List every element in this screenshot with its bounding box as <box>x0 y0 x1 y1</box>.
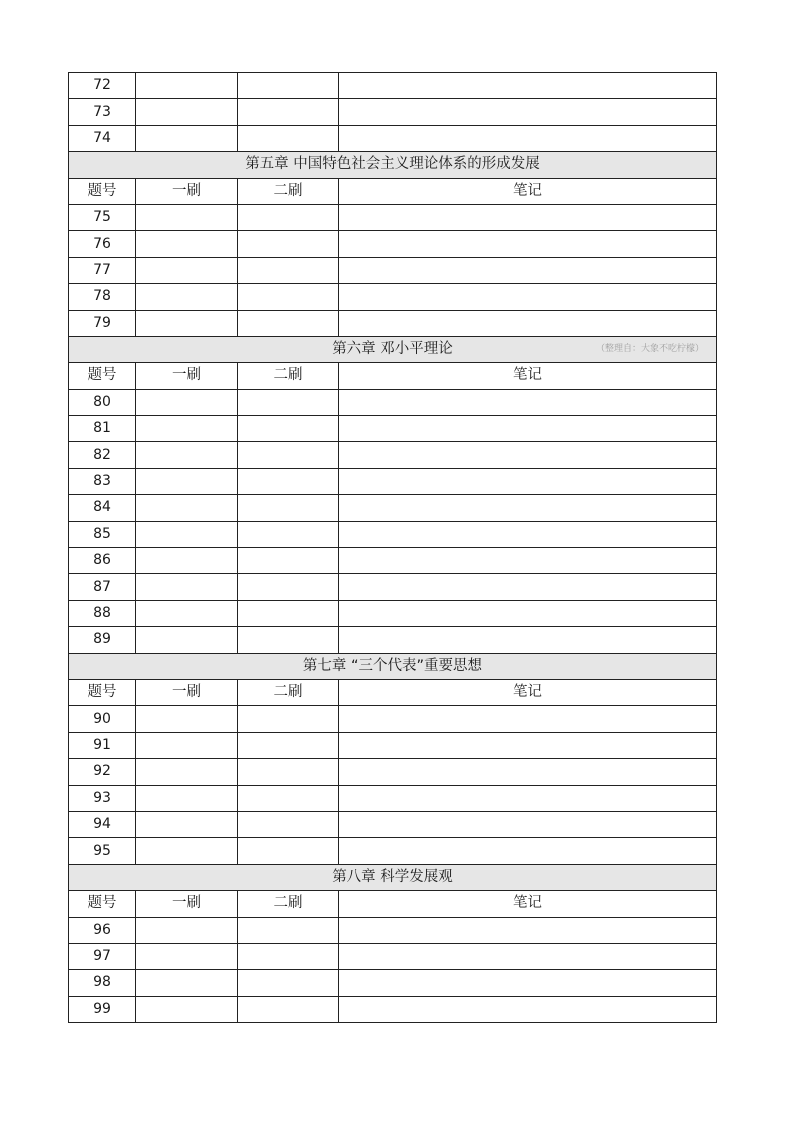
question-number-cell: 91 <box>69 732 136 758</box>
table-row <box>69 231 717 257</box>
table-row <box>69 521 717 547</box>
chapter-title <box>69 152 717 178</box>
question-number-cell: 79 <box>69 310 136 336</box>
header-notes: 笔记 <box>339 363 717 389</box>
second-pass-cell <box>238 284 339 310</box>
question-number-cell: 95 <box>69 838 136 864</box>
second-pass-cell <box>238 442 339 468</box>
question-number-cell: 85 <box>69 521 136 547</box>
table-row <box>69 284 717 310</box>
second-pass-cell <box>238 574 339 600</box>
notes-cell <box>339 627 717 653</box>
table-row <box>69 442 717 468</box>
question-number-cell: 89 <box>69 627 136 653</box>
first-pass-cell <box>136 99 238 125</box>
column-header-row <box>69 891 717 917</box>
second-pass-cell <box>238 811 339 837</box>
second-pass-cell <box>238 389 339 415</box>
question-number-cell: 72 <box>69 73 136 99</box>
notes-cell <box>339 548 717 574</box>
table-row <box>69 495 717 521</box>
question-number-cell: 74 <box>69 125 136 151</box>
first-pass-cell <box>136 970 238 996</box>
second-pass-cell <box>238 73 339 99</box>
header-second-pass: 二刷 <box>238 363 339 389</box>
table-row <box>69 600 717 626</box>
first-pass-cell <box>136 548 238 574</box>
notes-cell <box>339 706 717 732</box>
chapter-title <box>69 864 717 890</box>
first-pass-cell <box>136 204 238 230</box>
question-number-cell: 82 <box>69 442 136 468</box>
first-pass-cell <box>136 838 238 864</box>
first-pass-cell <box>136 943 238 969</box>
second-pass-cell <box>238 996 339 1022</box>
question-number-cell: 80 <box>69 389 136 415</box>
notes-cell <box>339 310 717 336</box>
second-pass-cell <box>238 600 339 626</box>
first-pass-cell <box>136 574 238 600</box>
header-question-number: 题号 <box>69 891 136 917</box>
table-row <box>69 548 717 574</box>
chapter-title-text: 第七章 “三个代表”重要思想 <box>302 657 483 674</box>
notes-cell <box>339 284 717 310</box>
chapter-title-text: 第八章 科学发展观 <box>332 868 453 885</box>
notes-cell <box>339 204 717 230</box>
first-pass-cell <box>136 732 238 758</box>
table-row <box>69 917 717 943</box>
question-number-cell: 78 <box>69 284 136 310</box>
header-notes: 笔记 <box>339 679 717 705</box>
question-number-cell: 94 <box>69 811 136 837</box>
second-pass-cell <box>238 231 339 257</box>
chapter-title <box>69 336 717 362</box>
table-row <box>69 785 717 811</box>
first-pass-cell <box>136 389 238 415</box>
notes-cell <box>339 468 717 494</box>
first-pass-cell <box>136 231 238 257</box>
header-notes: 笔记 <box>339 891 717 917</box>
question-number-cell: 75 <box>69 204 136 230</box>
question-number-cell: 97 <box>69 943 136 969</box>
notes-cell <box>339 442 717 468</box>
question-number-cell: 73 <box>69 99 136 125</box>
question-number-cell: 88 <box>69 600 136 626</box>
tracker-table-body <box>69 73 717 1023</box>
notes-cell <box>339 943 717 969</box>
first-pass-cell <box>136 73 238 99</box>
first-pass-cell <box>136 442 238 468</box>
first-pass-cell <box>136 284 238 310</box>
notes-cell <box>339 785 717 811</box>
source-watermark: （整理自：大象不吃柠檬） <box>595 343 704 354</box>
second-pass-cell <box>238 548 339 574</box>
question-number-cell: 90 <box>69 706 136 732</box>
first-pass-cell <box>136 917 238 943</box>
notes-cell <box>339 125 717 151</box>
table-row <box>69 759 717 785</box>
question-number-cell: 87 <box>69 574 136 600</box>
chapter-title-text: 第六章 邓小平理论 <box>332 341 453 358</box>
second-pass-cell <box>238 416 339 442</box>
second-pass-cell <box>238 521 339 547</box>
notes-cell <box>339 257 717 283</box>
table-row <box>69 996 717 1022</box>
header-first-pass: 一刷 <box>136 363 238 389</box>
second-pass-cell <box>238 970 339 996</box>
question-number-cell: 93 <box>69 785 136 811</box>
question-number-cell: 76 <box>69 231 136 257</box>
first-pass-cell <box>136 996 238 1022</box>
notes-cell <box>339 99 717 125</box>
header-notes: 笔记 <box>339 178 717 204</box>
question-number-cell: 77 <box>69 257 136 283</box>
second-pass-cell <box>238 706 339 732</box>
notes-cell <box>339 574 717 600</box>
second-pass-cell <box>238 917 339 943</box>
notes-cell <box>339 759 717 785</box>
second-pass-cell <box>238 99 339 125</box>
notes-cell <box>339 917 717 943</box>
second-pass-cell <box>238 468 339 494</box>
first-pass-cell <box>136 416 238 442</box>
table-row <box>69 943 717 969</box>
first-pass-cell <box>136 706 238 732</box>
table-row <box>69 257 717 283</box>
second-pass-cell <box>238 785 339 811</box>
second-pass-cell <box>238 125 339 151</box>
first-pass-cell <box>136 257 238 283</box>
question-number-cell: 86 <box>69 548 136 574</box>
first-pass-cell <box>136 468 238 494</box>
notes-cell <box>339 811 717 837</box>
first-pass-cell <box>136 759 238 785</box>
second-pass-cell <box>238 204 339 230</box>
header-second-pass: 二刷 <box>238 178 339 204</box>
header-second-pass: 二刷 <box>238 891 339 917</box>
first-pass-cell <box>136 125 238 151</box>
first-pass-cell <box>136 627 238 653</box>
question-number-cell: 81 <box>69 416 136 442</box>
second-pass-cell <box>238 495 339 521</box>
header-second-pass: 二刷 <box>238 679 339 705</box>
first-pass-cell <box>136 600 238 626</box>
notes-cell <box>339 495 717 521</box>
chapter-title <box>69 653 717 679</box>
question-number-cell: 99 <box>69 996 136 1022</box>
table-row <box>69 706 717 732</box>
second-pass-cell <box>238 838 339 864</box>
practice-tracker-sheet <box>68 72 716 1023</box>
question-number-cell: 98 <box>69 970 136 996</box>
header-question-number: 题号 <box>69 679 136 705</box>
first-pass-cell <box>136 785 238 811</box>
chapter-title-row <box>69 653 717 679</box>
tracker-table <box>68 72 717 1023</box>
table-row <box>69 627 717 653</box>
notes-cell <box>339 231 717 257</box>
column-header-row <box>69 363 717 389</box>
table-row <box>69 310 717 336</box>
table-row <box>69 811 717 837</box>
first-pass-cell <box>136 811 238 837</box>
chapter-title-row <box>69 152 717 178</box>
second-pass-cell <box>238 943 339 969</box>
first-pass-cell <box>136 310 238 336</box>
table-row <box>69 574 717 600</box>
table-row <box>69 99 717 125</box>
first-pass-cell <box>136 521 238 547</box>
first-pass-cell <box>136 495 238 521</box>
table-row <box>69 204 717 230</box>
notes-cell <box>339 600 717 626</box>
column-header-row <box>69 178 717 204</box>
notes-cell <box>339 416 717 442</box>
second-pass-cell <box>238 732 339 758</box>
table-row <box>69 125 717 151</box>
header-first-pass: 一刷 <box>136 679 238 705</box>
question-number-cell: 84 <box>69 495 136 521</box>
table-row <box>69 73 717 99</box>
notes-cell <box>339 996 717 1022</box>
header-first-pass: 一刷 <box>136 891 238 917</box>
header-question-number: 题号 <box>69 178 136 204</box>
second-pass-cell <box>238 627 339 653</box>
second-pass-cell <box>238 310 339 336</box>
table-row <box>69 732 717 758</box>
notes-cell <box>339 732 717 758</box>
second-pass-cell <box>238 257 339 283</box>
table-row <box>69 389 717 415</box>
column-header-row <box>69 679 717 705</box>
chapter-title-text: 第五章 中国特色社会主义理论体系的形成发展 <box>245 156 540 173</box>
chapter-title-row <box>69 336 717 362</box>
table-row <box>69 838 717 864</box>
notes-cell <box>339 521 717 547</box>
chapter-title-row <box>69 864 717 890</box>
table-row <box>69 416 717 442</box>
table-row <box>69 468 717 494</box>
notes-cell <box>339 389 717 415</box>
header-question-number: 题号 <box>69 363 136 389</box>
header-first-pass: 一刷 <box>136 178 238 204</box>
question-number-cell: 92 <box>69 759 136 785</box>
question-number-cell: 96 <box>69 917 136 943</box>
question-number-cell: 83 <box>69 468 136 494</box>
notes-cell <box>339 970 717 996</box>
table-row <box>69 970 717 996</box>
notes-cell <box>339 838 717 864</box>
second-pass-cell <box>238 759 339 785</box>
notes-cell <box>339 73 717 99</box>
